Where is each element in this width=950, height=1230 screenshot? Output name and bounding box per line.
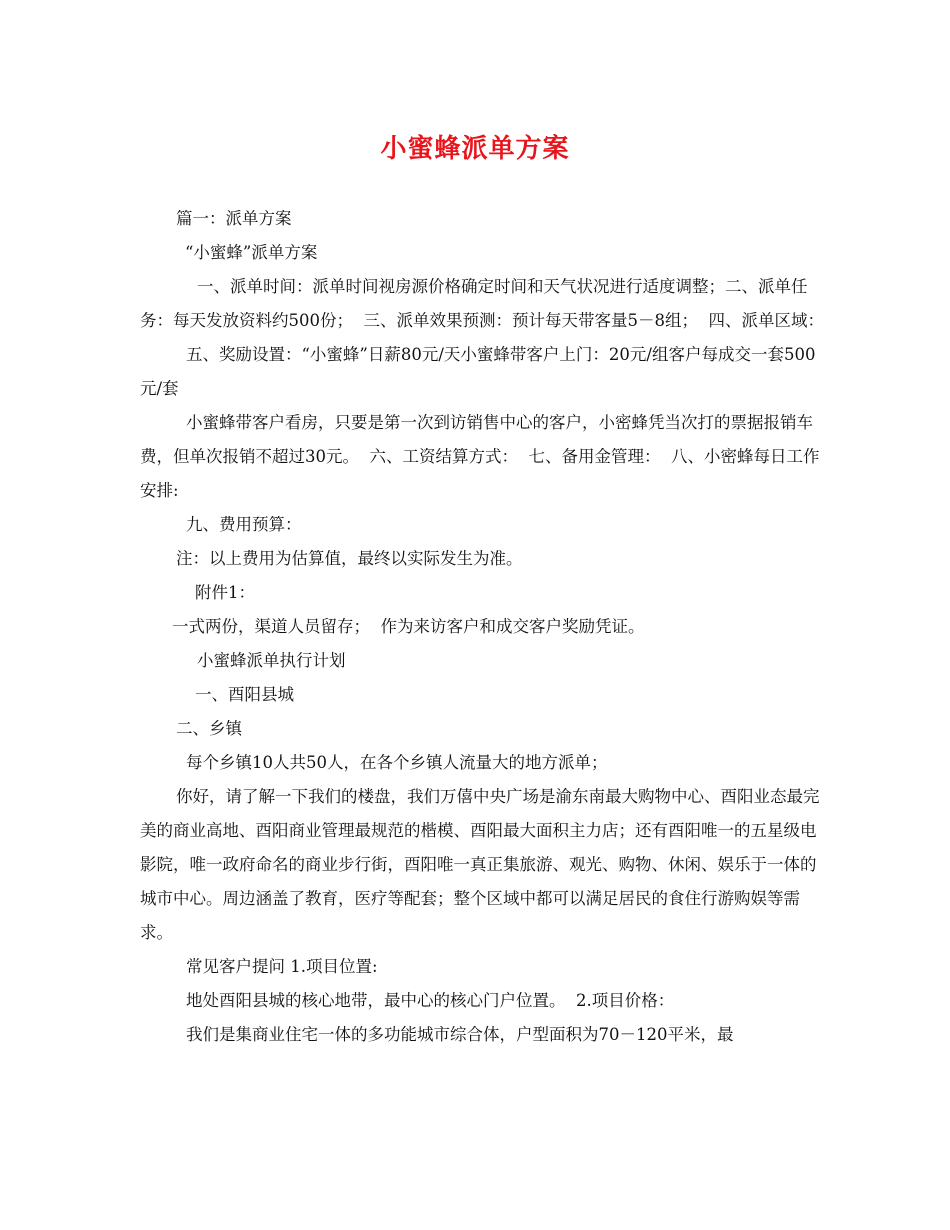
paragraph-faq-location: 常见客户提问 1.项目位置: xyxy=(186,957,378,976)
paragraph-attachment: 附件1： xyxy=(195,583,255,602)
paragraph-note: 注：以上费用为估算值，最终以实际发生为准。 xyxy=(176,549,523,568)
document-title: 小蜜蜂派单方案 xyxy=(380,134,570,164)
paragraph-price-answer: 我们是集商业住宅一体的多功能城市综合体，户型面积为70－120平米，最 xyxy=(186,1025,734,1044)
paragraph-pitch: 你好，请了解一下我们的楼盘，我们万僖中央广场是渝东南最大购物中心、酉阳业态最完美的商业高地、酉阳商业管理最规范的楷模、酉阳最大面积主力店；还有酉阳唯一的五星级电影院，唯一政府命名的商业步行街，酉阳唯一真正集旅游、观光、购物、休闲、娱乐于一体的城市中心。周边涵盖了教育，医疗等配套；整个区域中都可以满足居民的食住行游购娱等需求。 xyxy=(140,787,820,942)
paragraph-plan-heading: “小蜜蜂”派单方案 xyxy=(185,243,318,262)
paragraph-dispatch-time: 一、派单时间：派单时间视房源价格确定时间和天气状况进行适度调整；二、派单任务：每天发放资料约500份； 三、派单效果预测：预计每天带客量5－8组； 四、派单区域： xyxy=(140,277,824,330)
paragraph-reward-settings: 五、奖励设置：“小蜜蜂”日薪80元/天小蜜蜂带客户上门：20元/组客户每成交一套500元/套 xyxy=(140,345,816,398)
paragraph-townships: 二、乡镇 xyxy=(176,719,242,738)
paragraph-township-staff: 每个乡镇10人共50人，在各个乡镇人流量大的地方派单； xyxy=(186,753,608,772)
paragraph-execution-plan: 小蜜蜂派单执行计划 xyxy=(197,651,346,670)
paragraph-chapter-heading: 篇一：派单方案 xyxy=(176,209,292,228)
paragraph-copies: 一式两份，渠道人员留存； 作为来访客户和成交客户奖励凭证。 xyxy=(172,617,645,636)
paragraph-location-answer: 地处酉阳县城的核心地带，最中心的核心门户位置。 2.项目价格： xyxy=(186,991,675,1010)
paragraph-reimbursement: 小蜜蜂带客户看房，只要是第一次到访销售中心的客户，小密蜂凭当次打的票据报销车费，但单次报销不超过30元。 六、工资结算方式： 七、备用金管理： 八、小密蜂每日工作安排: xyxy=(140,413,820,500)
document-body xyxy=(140,202,825,1052)
paragraph-county: 一、酉阳县城 xyxy=(195,685,294,704)
paragraph-budget: 九、费用预算： xyxy=(186,515,302,534)
